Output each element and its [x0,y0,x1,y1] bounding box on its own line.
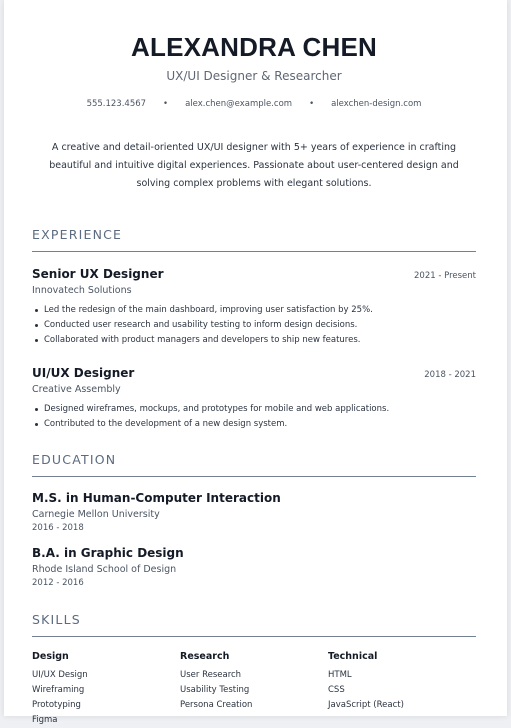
list-item: Figma [32,715,58,725]
list-item: Prototyping [32,700,81,710]
list-item: Collaborated with product managers and developers to ship new features. [32,333,476,348]
contact-separator: • [163,99,169,109]
job-bullets [32,402,476,432]
skill-column-research [180,651,328,728]
section-divider [32,476,476,477]
job-dates: 2021 - Present [414,271,476,281]
skill-column-technical [328,651,476,728]
job-entry [32,366,476,432]
degree-title: M.S. in Human-Computer Interaction [32,491,281,505]
education-section [32,452,476,589]
company-name: Creative Assembly [32,384,121,395]
job-title: Senior UX Designer [32,267,164,281]
email-address: alex.chen@example.com [185,99,293,109]
resume-page [4,0,507,725]
education-years: 2012 - 2016 [32,578,84,588]
skill-list [328,668,476,713]
job-header [32,366,476,381]
list-item: Contributed to the development of a new design system. [32,417,476,432]
skill-heading: Research [180,651,230,662]
resume-header [32,0,476,110]
candidate-name: ALEXANDRA CHEN [131,32,377,62]
job-dates: 2018 - 2021 [424,370,476,380]
list-item: UI/UX Design [32,670,88,680]
list-item: CSS [328,685,345,695]
contact-info [32,98,476,110]
job-header [32,267,476,282]
school-name: Carnegie Mellon University [32,509,160,520]
list-item: HTML [328,670,352,680]
section-title-education: EDUCATION [32,452,117,467]
candidate-tagline: UX/UI Designer & Researcher [166,69,342,83]
list-item: Usability Testing [180,685,250,695]
website-url: alexchen-design.com [331,99,422,109]
list-item: JavaScript (React) [328,700,404,710]
list-item: Designed wireframes, mockups, and prototypes for mobile and web applications. [32,402,476,417]
education-entry [32,546,476,589]
phone-number: 555.123.4567 [86,99,147,109]
skills-grid [32,651,476,728]
section-title-skills: SKILLS [32,612,81,627]
list-item: Wireframing [32,685,85,695]
list-item: Led the redesign of the main dashboard, improving user satisfaction by 25%. [32,303,476,318]
skill-column-design [32,651,180,728]
degree-title: B.A. in Graphic Design [32,546,184,560]
list-item: User Research [180,670,242,680]
skill-heading: Design [32,651,69,662]
skill-heading: Technical [328,651,378,662]
skill-list [180,668,328,713]
company-name: Innovatech Solutions [32,285,132,296]
education-entry [32,491,476,534]
job-entry [32,267,476,348]
section-divider [32,636,476,637]
school-name: Rhode Island School of Design [32,564,177,575]
job-title: UI/UX Designer [32,366,135,380]
skill-list [32,668,180,728]
job-bullets [32,303,476,348]
experience-section [32,227,476,432]
education-years: 2016 - 2018 [32,523,84,533]
contact-separator: • [309,99,315,109]
summary-text: A creative and detail-oriented UX/UI designer with 5+ years of experience in crafting beautiful and intuitive digital experiences. Passionate about user-centered design and solving complex problems with elegant solutions. [49,142,459,189]
list-item: Conducted user research and usability testing to inform design decisions. [32,318,476,333]
section-title-experience: EXPERIENCE [32,227,123,242]
list-item: Persona Creation [180,700,253,710]
section-divider [32,251,476,252]
skills-section [32,612,476,728]
